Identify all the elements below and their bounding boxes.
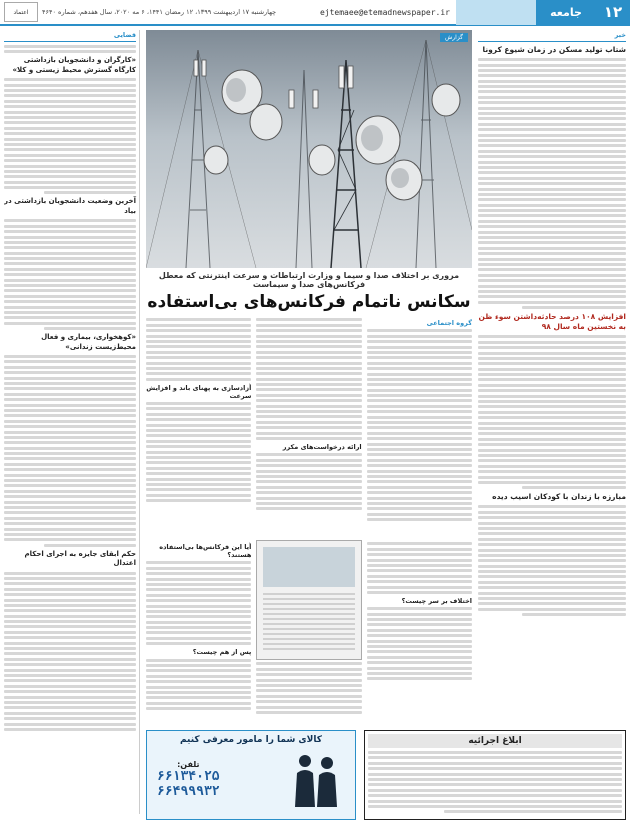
right-story1-body xyxy=(478,58,626,309)
story-col-6 xyxy=(146,540,251,746)
story-col-4 xyxy=(367,540,472,746)
left-story1-title: «کارگران و دانشجویان بازداشتی کارگاه گسترش محیط زیستی و کلا» xyxy=(12,56,136,74)
notice-title: ابلاغ اجرائیه xyxy=(368,734,622,748)
page-header xyxy=(0,0,630,26)
left-story4-title: حکم ابقای جایزه به اجرای احکام اعتدال xyxy=(24,549,136,568)
right-column xyxy=(478,30,626,814)
section-title: جامعه xyxy=(536,0,596,25)
photo-section-label: گزارش xyxy=(440,33,468,42)
left-column xyxy=(4,30,140,814)
left-column-tag: قضایی xyxy=(4,30,136,42)
story-body-columns xyxy=(146,316,472,536)
left-story2-title: آخرین وضعیت دانشجویان بازداشتی در بیاد xyxy=(4,197,136,215)
date-line: چهارشنبه ۱۷ اردیبهشت ۱۳۹۹، ۱۲ رمضان ۱۴۴۱، ۶ مه ۲۰۲۰، سال هفدهم، شماره ۴۶۴۰ xyxy=(42,8,277,16)
right-story2-body xyxy=(478,335,626,489)
section-head-4: اختلاف بر سر چیست؟ xyxy=(401,596,472,605)
story-col-3 xyxy=(146,316,251,536)
newspaper-logo: اعتماد xyxy=(4,2,38,22)
section-email: ejtemaee@etemadnewspaper.ir xyxy=(319,7,450,17)
story-byline: گروه اجتماعی xyxy=(426,319,472,327)
page-number: ۱۲ xyxy=(596,0,630,25)
ad-title: کالای شما را مامور معرفی کنیم xyxy=(180,735,322,745)
right-story1-title: شتاب تولید مسکن در زمان شیوع کرونا xyxy=(482,45,626,54)
ad-phone-2: ۶۶۴۹۹۹۳۲ xyxy=(157,783,220,799)
left-story3-title: «کوهخواری، بیماری و فعال محیط‌زیست زندانی» xyxy=(41,333,136,351)
story-title: سکانس ناتمام فرکانس‌های بی‌استفاده xyxy=(147,292,471,312)
story-subtitle: مروری بر اختلاف صدا و سیما و وزارت ارتباطات و سرعت اینترنتی که معطل فرکانس‌های صدا و سیماست xyxy=(158,271,460,289)
ad-phone-label: تلفن: xyxy=(177,759,200,769)
antenna-towers-photo xyxy=(146,30,472,268)
right-story2-title: افزایش ۱۰۸ درصد حادثه‌داشتن سوء ظن به نخستین ماه سال ۹۸ xyxy=(478,312,626,332)
ad-phone-1: ۶۶۱۳۴۰۲۵ xyxy=(157,768,220,784)
business-people-icon xyxy=(285,751,345,807)
right-story3-body xyxy=(478,505,626,616)
right-column-tag: خبر xyxy=(478,30,626,42)
section-head-3: آیا این فرکانس‌ها بی‌استفاده هستند؟ xyxy=(159,543,252,559)
header-band xyxy=(456,0,536,25)
story-col-5 xyxy=(256,540,361,746)
main-story-column xyxy=(146,30,472,814)
story-col-1 xyxy=(367,316,472,536)
story-lower-columns xyxy=(146,540,472,746)
inset-document-image xyxy=(256,540,361,660)
section-head-5: پس از هم چیست؟ xyxy=(192,648,252,657)
legal-notice-box xyxy=(364,730,626,820)
story-col-2 xyxy=(256,316,361,536)
section-head-2: آزادسازی به پهنای باند و افزایش سرعت xyxy=(146,383,252,400)
antenna-towers-graphic xyxy=(146,30,472,268)
ad-box xyxy=(146,730,356,820)
section-head-1: ارائه درخواست‌های مکرر xyxy=(282,442,362,451)
right-story3-title: مبارزه با زندان با کودکان اسیب دیده xyxy=(492,492,626,502)
